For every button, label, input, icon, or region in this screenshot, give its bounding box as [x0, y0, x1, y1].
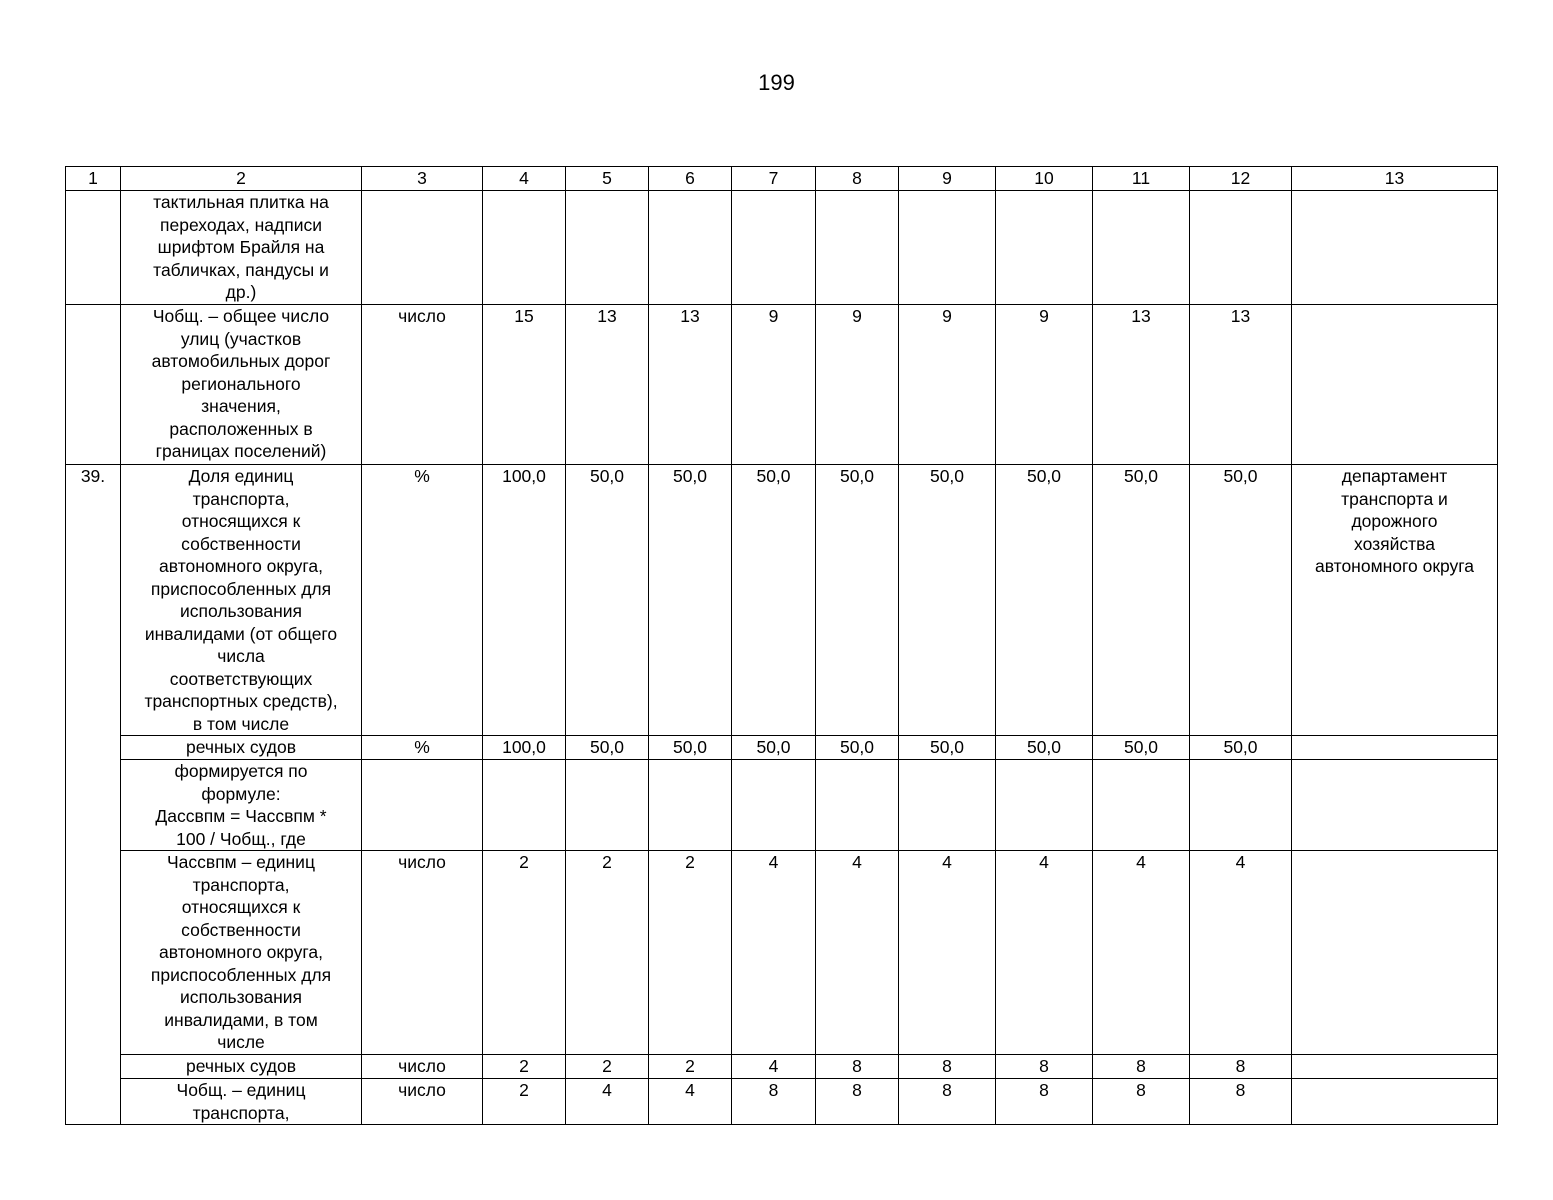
column-header: 7 — [732, 167, 816, 191]
value-cell — [1093, 191, 1190, 305]
unit-cell — [362, 760, 483, 851]
unit-cell: число — [362, 1079, 483, 1125]
value-cell: 8 — [996, 1079, 1093, 1125]
column-header: 2 — [121, 167, 362, 191]
value-cell: 15 — [483, 305, 566, 465]
unit-cell: % — [362, 736, 483, 760]
value-cell — [899, 191, 996, 305]
responsible-cell — [1292, 1055, 1498, 1079]
indicators-table — [65, 166, 1498, 1125]
indicator-cell: формируется по формуле: Дассвпм = Чассвпм * 100 / Чобщ., где — [121, 760, 362, 851]
value-cell — [732, 191, 816, 305]
column-header: 9 — [899, 167, 996, 191]
value-cell: 2 — [649, 1055, 732, 1079]
table-row — [66, 851, 1498, 1055]
value-cell: 4 — [732, 1055, 816, 1079]
value-cell — [566, 760, 649, 851]
column-header: 12 — [1190, 167, 1292, 191]
value-cell: 8 — [1190, 1055, 1292, 1079]
value-cell: 50,0 — [996, 736, 1093, 760]
value-cell — [732, 760, 816, 851]
value-cell: 4 — [1190, 851, 1292, 1055]
value-cell: 100,0 — [483, 736, 566, 760]
column-header: 3 — [362, 167, 483, 191]
table-row — [66, 736, 1498, 760]
value-cell — [649, 191, 732, 305]
column-header: 8 — [816, 167, 899, 191]
value-cell: 9 — [996, 305, 1093, 465]
responsible-cell: департамент транспорта и дорожного хозяйства автономного округа — [1292, 465, 1498, 736]
value-cell: 2 — [483, 1079, 566, 1125]
indicator-cell: Чобщ. – единиц транспорта, — [121, 1079, 362, 1125]
table-row — [66, 191, 1498, 305]
value-cell: 50,0 — [732, 736, 816, 760]
value-cell: 13 — [1093, 305, 1190, 465]
value-cell — [996, 760, 1093, 851]
responsible-cell — [1292, 191, 1498, 305]
table-row — [66, 1079, 1498, 1125]
unit-cell: число — [362, 305, 483, 465]
value-cell: 4 — [649, 1079, 732, 1125]
responsible-cell — [1292, 851, 1498, 1055]
indicator-cell: Доля единиц транспорта, относящихся к собственности автономного округа, приспособленных для использования инвалидами (от общего числа соответствующих транспортных средств), в том числе — [121, 465, 362, 736]
value-cell: 9 — [899, 305, 996, 465]
column-header: 13 — [1292, 167, 1498, 191]
page-number: 199 — [758, 70, 795, 95]
value-cell — [816, 760, 899, 851]
column-header: 1 — [66, 167, 121, 191]
value-cell: 50,0 — [566, 736, 649, 760]
value-cell: 8 — [816, 1055, 899, 1079]
value-cell: 50,0 — [1190, 465, 1292, 736]
value-cell: 4 — [566, 1079, 649, 1125]
value-cell: 9 — [816, 305, 899, 465]
value-cell: 13 — [649, 305, 732, 465]
value-cell: 2 — [483, 851, 566, 1055]
value-cell — [996, 191, 1093, 305]
responsible-cell — [1292, 760, 1498, 851]
value-cell: 50,0 — [1190, 736, 1292, 760]
value-cell: 2 — [566, 851, 649, 1055]
value-cell: 8 — [732, 1079, 816, 1125]
row-number-cell — [66, 191, 121, 305]
indicator-cell: Чассвпм – единиц транспорта, относящихся к собственности автономного округа, приспособленных для использования инвалидами, в том числе — [121, 851, 362, 1055]
column-header: 6 — [649, 167, 732, 191]
indicator-cell: речных судов — [121, 1055, 362, 1079]
value-cell: 50,0 — [1093, 465, 1190, 736]
column-header: 5 — [566, 167, 649, 191]
value-cell: 4 — [1093, 851, 1190, 1055]
value-cell: 4 — [996, 851, 1093, 1055]
value-cell: 50,0 — [816, 736, 899, 760]
value-cell: 8 — [996, 1055, 1093, 1079]
value-cell: 50,0 — [566, 465, 649, 736]
value-cell — [1093, 760, 1190, 851]
column-header: 4 — [483, 167, 566, 191]
value-cell: 13 — [1190, 305, 1292, 465]
value-cell: 8 — [899, 1055, 996, 1079]
value-cell: 50,0 — [732, 465, 816, 736]
table-header-row — [66, 167, 1498, 191]
indicator-cell: Чобщ. – общее число улиц (участков автомобильных дорог регионального значения, расположенных в границах поселений) — [121, 305, 362, 465]
value-cell: 2 — [649, 851, 732, 1055]
column-header: 10 — [996, 167, 1093, 191]
responsible-cell — [1292, 1079, 1498, 1125]
value-cell — [649, 760, 732, 851]
row-number-cell — [66, 305, 121, 465]
column-header: 11 — [1093, 167, 1190, 191]
table-row — [66, 1055, 1498, 1079]
table-row — [66, 305, 1498, 465]
table-row — [66, 760, 1498, 851]
value-cell — [483, 191, 566, 305]
value-cell — [566, 191, 649, 305]
value-cell: 4 — [899, 851, 996, 1055]
table-row — [66, 465, 1498, 736]
unit-cell: % — [362, 465, 483, 736]
value-cell: 2 — [566, 1055, 649, 1079]
value-cell: 50,0 — [816, 465, 899, 736]
responsible-cell — [1292, 305, 1498, 465]
value-cell: 4 — [732, 851, 816, 1055]
value-cell: 50,0 — [899, 736, 996, 760]
value-cell — [899, 760, 996, 851]
value-cell: 4 — [816, 851, 899, 1055]
value-cell: 9 — [732, 305, 816, 465]
unit-cell: число — [362, 851, 483, 1055]
value-cell: 13 — [566, 305, 649, 465]
unit-cell — [362, 191, 483, 305]
value-cell: 50,0 — [1093, 736, 1190, 760]
unit-cell: число — [362, 1055, 483, 1079]
value-cell: 8 — [1093, 1055, 1190, 1079]
indicator-cell: речных судов — [121, 736, 362, 760]
value-cell: 50,0 — [899, 465, 996, 736]
row-number-cell: 39. — [66, 465, 121, 1125]
value-cell — [1190, 760, 1292, 851]
value-cell: 8 — [1190, 1079, 1292, 1125]
value-cell: 100,0 — [483, 465, 566, 736]
value-cell: 50,0 — [649, 736, 732, 760]
value-cell: 2 — [483, 1055, 566, 1079]
value-cell: 50,0 — [649, 465, 732, 736]
value-cell: 8 — [899, 1079, 996, 1125]
value-cell: 8 — [816, 1079, 899, 1125]
value-cell — [483, 760, 566, 851]
responsible-cell — [1292, 736, 1498, 760]
indicator-cell: тактильная плитка на переходах, надписи шрифтом Брайля на табличках, пандусы и др.) — [121, 191, 362, 305]
value-cell: 8 — [1093, 1079, 1190, 1125]
value-cell — [1190, 191, 1292, 305]
value-cell: 50,0 — [996, 465, 1093, 736]
value-cell — [816, 191, 899, 305]
